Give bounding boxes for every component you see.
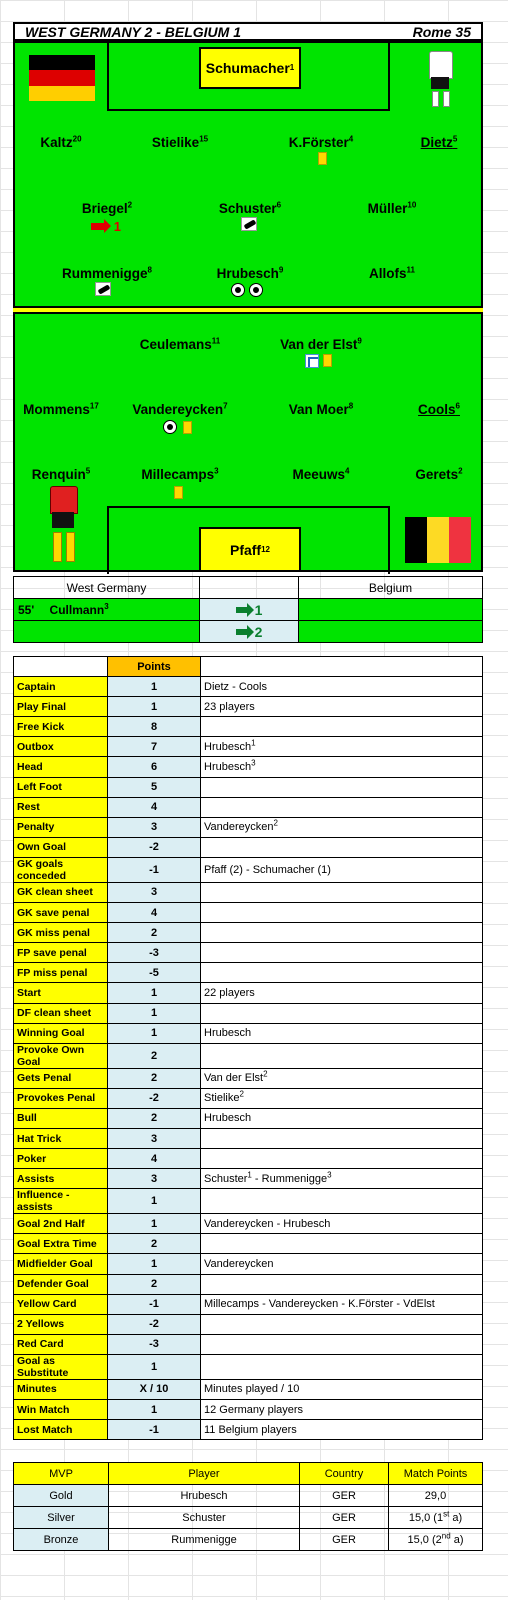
points-value: -2 — [108, 1088, 201, 1108]
points-row — [14, 737, 483, 757]
mvp-rank: Gold — [14, 1485, 109, 1507]
points-note — [201, 1334, 483, 1354]
player-cools-captain: Cools$^6$ — [418, 401, 460, 417]
points-row — [14, 943, 483, 963]
player-dietz-captain: Dietz$^5$ — [420, 134, 458, 150]
points-label: Penalty — [14, 817, 108, 837]
points-note: Vandereycken - Hrubesch — [201, 1214, 483, 1234]
goal-ball-icon — [249, 283, 263, 297]
points-label: Midfielder Goal — [14, 1254, 108, 1274]
points-row — [14, 1003, 483, 1023]
points-value: 1 — [108, 1023, 201, 1043]
points-row — [14, 882, 483, 902]
points-note: Millecamps - Vandereycken - K.Förster - VdElst — [201, 1294, 483, 1314]
player-forster: K.Förster$^4$ — [288, 134, 354, 150]
points-row — [14, 837, 483, 857]
pitch-home-half — [13, 41, 483, 308]
player-schuster: Schuster$^6$ — [218, 200, 282, 216]
points-label: Goal 2nd Half — [14, 1214, 108, 1234]
points-note: Hrubesch — [201, 1023, 483, 1043]
points-row — [14, 777, 483, 797]
points-row — [14, 1400, 483, 1420]
points-value: X / 10 — [108, 1379, 201, 1399]
points-row — [14, 1149, 483, 1169]
points-label: Left Foot — [14, 777, 108, 797]
points-note: Stielike$^2$ — [201, 1088, 483, 1108]
mvp-country: GER — [300, 1529, 389, 1551]
points-label: Head — [14, 757, 108, 777]
points-value: -1 — [108, 857, 201, 882]
points-row — [14, 1379, 483, 1399]
points-label: GK clean sheet — [14, 882, 108, 902]
points-value: 1 — [108, 677, 201, 697]
points-label: Lost Match — [14, 1420, 108, 1440]
mvp-country: GER — [300, 1507, 389, 1529]
points-header-blank — [14, 657, 108, 677]
points-note — [201, 963, 483, 983]
points-row — [14, 677, 483, 697]
points-row — [14, 1420, 483, 1440]
points-row — [14, 1023, 483, 1043]
points-label: Start — [14, 983, 108, 1003]
points-value: 4 — [108, 1149, 201, 1169]
points-label: DF clean sheet — [14, 1003, 108, 1023]
points-row — [14, 1189, 483, 1214]
player-vanderelst: Van der Elst$^9$ — [280, 336, 362, 352]
points-note — [201, 1128, 483, 1148]
substitutions-table — [13, 576, 483, 643]
points-note — [201, 797, 483, 817]
points-value: 4 — [108, 903, 201, 923]
points-label: 2 Yellows — [14, 1314, 108, 1334]
points-label: Free Kick — [14, 717, 108, 737]
player-briegel: Briegel$^2$ — [81, 200, 133, 216]
mvp-rank: Bronze — [14, 1529, 109, 1551]
player-vanmoer: Van Moer$^8$ — [288, 401, 354, 417]
points-row — [14, 857, 483, 882]
points-note: 12 Germany players — [201, 1400, 483, 1420]
points-label: FP miss penal — [14, 963, 108, 983]
points-value: -2 — [108, 1314, 201, 1334]
points-value: 1 — [108, 1354, 201, 1379]
points-label: Winning Goal — [14, 1023, 108, 1043]
player-mommens: Mommens$^{17}$ — [23, 401, 99, 417]
points-note — [201, 1234, 483, 1254]
points-row — [14, 1214, 483, 1234]
points-value: -1 — [108, 1420, 201, 1440]
points-note: Pfaff (2) - Schumacher (1) — [201, 857, 483, 882]
points-row — [14, 903, 483, 923]
points-label: Red Card — [14, 1334, 108, 1354]
points-value: 7 — [108, 737, 201, 757]
points-value: 1 — [108, 697, 201, 717]
points-label: Provokes Penal — [14, 1088, 108, 1108]
mvp-country: GER — [300, 1485, 389, 1507]
mvp-row — [14, 1529, 483, 1551]
points-note: Hrubesch$^3$ — [201, 757, 483, 777]
points-note: Hrubesch$^1$ — [201, 737, 483, 757]
points-label: Bull — [14, 1108, 108, 1128]
player-renquin: Renquin$^5$ — [31, 466, 91, 482]
points-row — [14, 1088, 483, 1108]
points-label: GK miss penal — [14, 923, 108, 943]
points-row — [14, 1354, 483, 1379]
points-header: Points — [108, 657, 201, 677]
points-value: 1 — [108, 1003, 201, 1023]
points-label: Assists — [14, 1169, 108, 1189]
sub-marker-1: 1 — [200, 599, 299, 621]
points-value: -1 — [108, 1294, 201, 1314]
points-note — [201, 1189, 483, 1214]
sub-away-empty — [299, 599, 483, 621]
goal-ball-icon — [163, 420, 177, 434]
points-note: Schuster$^1$ - Rummenigge$^3$ — [201, 1169, 483, 1189]
points-note — [201, 1314, 483, 1334]
points-value: 1 — [108, 1214, 201, 1234]
points-note — [201, 923, 483, 943]
mvp-points: 15,0 (2nd a) — [389, 1529, 483, 1551]
yellow-card-icon — [318, 152, 327, 165]
subs-header-middle — [200, 577, 299, 599]
points-note — [201, 717, 483, 737]
points-value: 6 — [108, 757, 201, 777]
mvp-table — [13, 1462, 483, 1551]
points-note — [201, 1003, 483, 1023]
match-title-bar — [13, 22, 483, 41]
points-label: GK save penal — [14, 903, 108, 923]
points-row — [14, 717, 483, 737]
points-note — [201, 943, 483, 963]
points-value: 3 — [108, 817, 201, 837]
yellow-card-icon — [183, 421, 192, 434]
points-row — [14, 1294, 483, 1314]
points-value: 2 — [108, 1274, 201, 1294]
belgium-flag — [405, 517, 471, 563]
sub-home-empty — [14, 621, 200, 643]
player-rummenigge: Rummenigge$^8$ — [62, 265, 152, 281]
points-note — [201, 1043, 483, 1068]
points-value: 1 — [108, 1189, 201, 1214]
penalty-won-icon — [305, 354, 319, 368]
points-note — [201, 1354, 483, 1379]
points-value: 3 — [108, 1169, 201, 1189]
points-row — [14, 1314, 483, 1334]
points-value: 2 — [108, 1108, 201, 1128]
points-row — [14, 1274, 483, 1294]
points-note — [201, 1149, 483, 1169]
germany-flag — [29, 55, 95, 101]
assist-boot-icon — [241, 217, 257, 231]
points-value: 2 — [108, 1234, 201, 1254]
yellow-card-icon — [323, 354, 332, 367]
mvp-player: Schuster — [109, 1507, 300, 1529]
points-row — [14, 797, 483, 817]
points-label: Provoke Own Goal — [14, 1043, 108, 1068]
points-label: Win Match — [14, 1400, 108, 1420]
mvp-rank: Silver — [14, 1507, 109, 1529]
player-millecamps: Millecamps$^3$ — [141, 466, 219, 482]
points-note: 22 players — [201, 983, 483, 1003]
player-allofs: Allofs$^{11}$ — [369, 265, 415, 281]
points-label: Influence - assists — [14, 1189, 108, 1214]
points-value: -5 — [108, 963, 201, 983]
match-title: WEST GERMANY 2 - BELGIUM 1 — [25, 24, 241, 40]
player-hrubesch: Hrubesch$^9$ — [216, 265, 284, 281]
points-row — [14, 983, 483, 1003]
points-row — [14, 817, 483, 837]
assist-boot-icon — [95, 282, 111, 296]
points-row — [14, 757, 483, 777]
points-label: Gets Penal — [14, 1068, 108, 1088]
sub-marker-2: 2 — [200, 621, 299, 643]
player-ceulemans: Ceulemans$^{11}$ — [139, 336, 221, 352]
points-value: 8 — [108, 717, 201, 737]
player-gerets: Gerets$^2$ — [415, 466, 463, 482]
points-value: 5 — [108, 777, 201, 797]
sub-entry: 55' Cullmann$^3$ — [14, 599, 200, 621]
points-note — [201, 903, 483, 923]
germany-kit-icon — [425, 51, 455, 107]
player-muller: Müller$^{10}$ — [367, 200, 417, 216]
points-note: Hrubesch — [201, 1108, 483, 1128]
points-table — [13, 656, 483, 1440]
points-value: 1 — [108, 983, 201, 1003]
player-meeuws: Meeuws$^4$ — [292, 466, 350, 482]
mvp-player: Rummenigge — [109, 1529, 300, 1551]
player-stielike: Stielike$^{15}$ — [151, 134, 209, 150]
mvp-header-rank: MVP — [14, 1463, 109, 1485]
points-label: Goal as Substitute — [14, 1354, 108, 1379]
player-vandereycken: Vandereycken$^7$ — [132, 401, 228, 417]
points-label: Goal Extra Time — [14, 1234, 108, 1254]
mvp-row — [14, 1507, 483, 1529]
points-value: 3 — [108, 882, 201, 902]
points-label: Poker — [14, 1149, 108, 1169]
points-note — [201, 837, 483, 857]
points-row — [14, 1169, 483, 1189]
points-label: Hat Trick — [14, 1128, 108, 1148]
points-note — [201, 882, 483, 902]
subs-header-away: Belgium — [299, 577, 483, 599]
points-value: 1 — [108, 1400, 201, 1420]
home-goalkeeper: Schumacher 1 — [199, 47, 301, 89]
mvp-row — [14, 1485, 483, 1507]
points-value: 1 — [108, 1254, 201, 1274]
points-row — [14, 1043, 483, 1068]
points-note: Dietz - Cools — [201, 677, 483, 697]
mvp-header-country: Country — [300, 1463, 389, 1485]
points-row — [14, 697, 483, 717]
points-label: FP save penal — [14, 943, 108, 963]
match-venue: Rome 35 — [412, 24, 471, 40]
points-value: 2 — [108, 1043, 201, 1068]
points-value: 3 — [108, 1128, 201, 1148]
points-note — [201, 1274, 483, 1294]
points-row — [14, 923, 483, 943]
points-value: -3 — [108, 1334, 201, 1354]
points-note: Minutes played / 10 — [201, 1379, 483, 1399]
points-note: Van der Elst$^2$ — [201, 1068, 483, 1088]
goal-ball-icon — [231, 283, 245, 297]
mvp-player: Hrubesch — [109, 1485, 300, 1507]
mvp-points: 15,0 (1st a) — [389, 1507, 483, 1529]
points-label: Minutes — [14, 1379, 108, 1399]
points-row — [14, 1068, 483, 1088]
points-label: Play Final — [14, 697, 108, 717]
points-row — [14, 1234, 483, 1254]
mvp-header-player: Player — [109, 1463, 300, 1485]
away-goalkeeper: Pfaff 12 — [199, 527, 301, 572]
points-label: GK goals conceded — [14, 857, 108, 882]
pitch-away-half — [13, 312, 483, 572]
substitution-out-icon: 1 — [91, 219, 121, 233]
points-row — [14, 963, 483, 983]
points-row — [14, 1254, 483, 1274]
points-row — [14, 1108, 483, 1128]
points-row — [14, 1128, 483, 1148]
sub-away-empty — [299, 621, 483, 643]
points-note: 23 players — [201, 697, 483, 717]
points-note: Vandereycken — [201, 1254, 483, 1274]
points-label: Rest — [14, 797, 108, 817]
points-value: -3 — [108, 943, 201, 963]
points-value: 2 — [108, 1068, 201, 1088]
points-label: Captain — [14, 677, 108, 697]
mvp-points: 29,0 — [389, 1485, 483, 1507]
points-label: Defender Goal — [14, 1274, 108, 1294]
points-note: Vandereycken$^2$ — [201, 817, 483, 837]
points-label: Yellow Card — [14, 1294, 108, 1314]
mvp-header-points: Match Points — [389, 1463, 483, 1485]
points-value: 2 — [108, 923, 201, 943]
points-note — [201, 777, 483, 797]
points-label: Outbox — [14, 737, 108, 757]
belgium-kit-icon — [47, 486, 79, 566]
points-row — [14, 1334, 483, 1354]
points-value: 4 — [108, 797, 201, 817]
points-label: Own Goal — [14, 837, 108, 857]
player-kaltz: Kaltz$^{20}$ — [40, 134, 82, 150]
points-note: 11 Belgium players — [201, 1420, 483, 1440]
points-header-blank — [201, 657, 483, 677]
points-value: -2 — [108, 837, 201, 857]
subs-header-home: West Germany — [14, 577, 200, 599]
yellow-card-icon — [174, 486, 183, 499]
